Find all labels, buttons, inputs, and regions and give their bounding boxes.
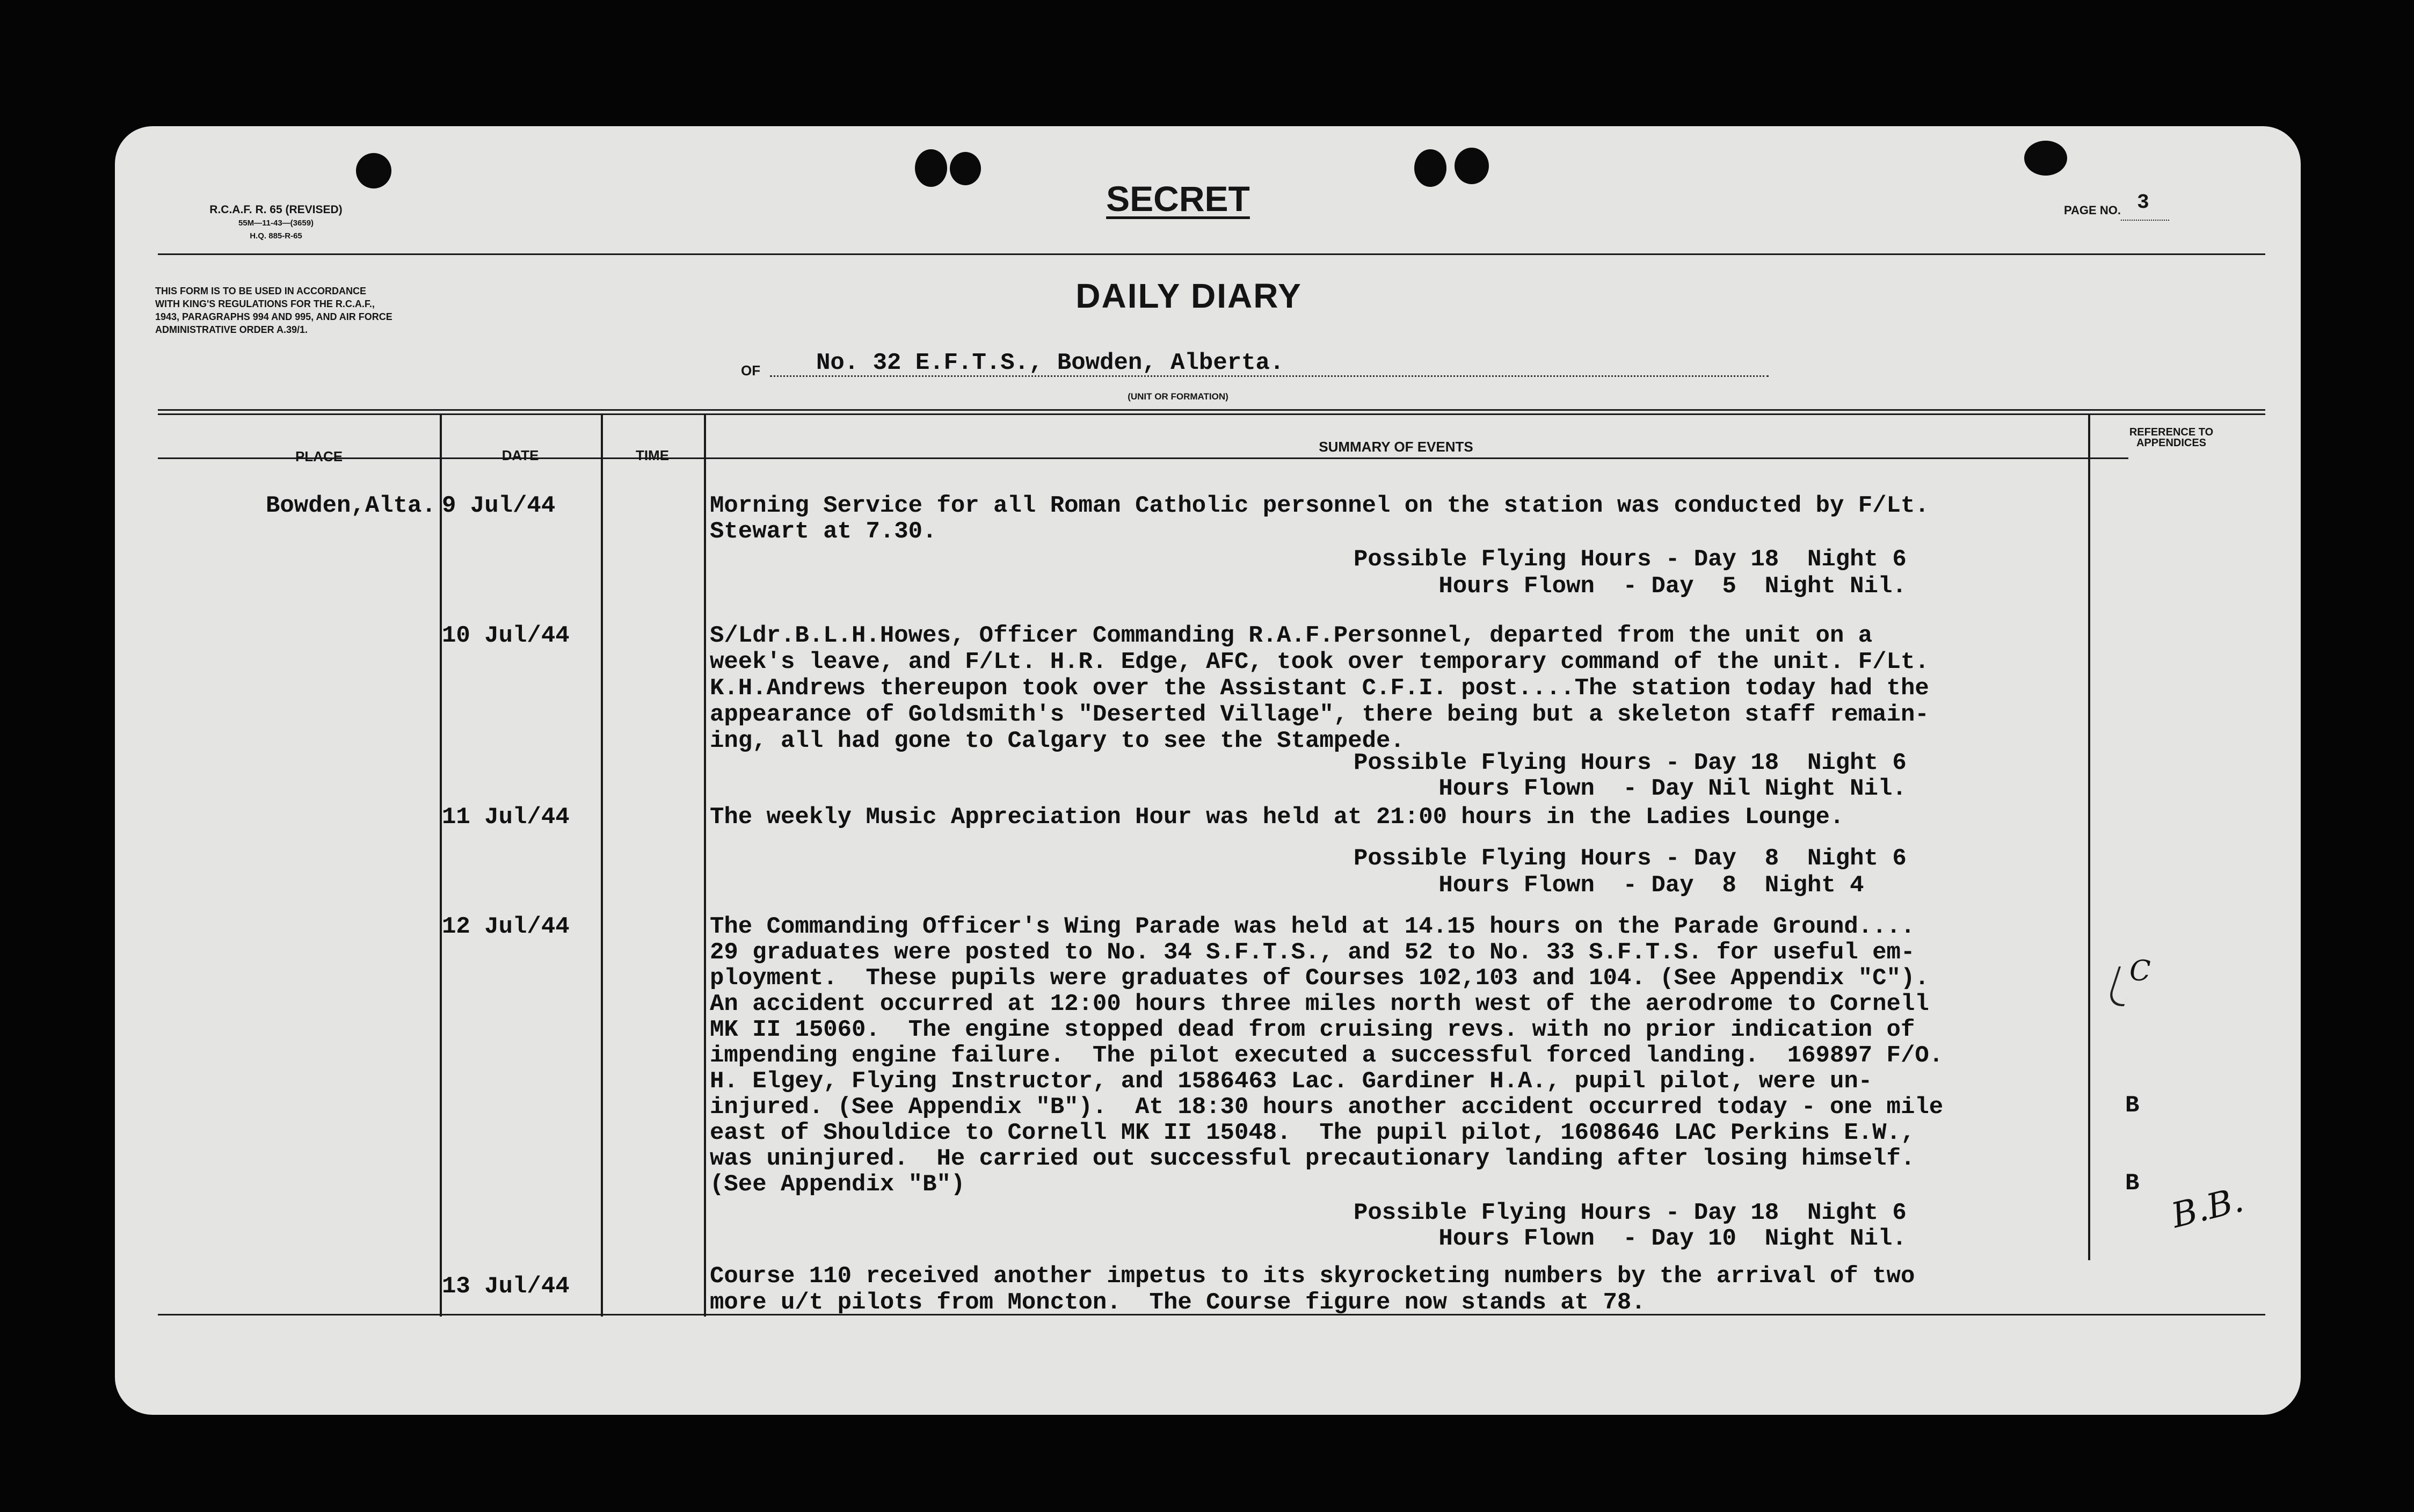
column-divider [2088,415,2090,1260]
summary-line: MK II 15060. The engine stopped dead from cruising revs. with no prior indication of [710,1016,1915,1043]
page-number-label: PAGE NO. [2064,203,2121,217]
flying-hours-line: Possible Flying Hours - Day 18 Night 6 [1354,546,1907,573]
column-header-place: PLACE [295,448,343,464]
form-code-line: 55M—11-43—(3659) [238,219,314,228]
appendix-reference: C [2129,955,2151,987]
handwritten-initials: B.B. [2168,1180,2248,1237]
security-classification: SECRET [1106,179,1250,219]
entry-place: Bowden,Alta. [266,492,436,519]
flying-hours-line: Hours Flown - Day 10 Night Nil. [1354,1225,1907,1252]
punch-hole [1414,149,1446,187]
summary-line: week's leave, and F/Lt. H.R. Edge, AFC, took over temporary command of the unit. F/Lt. [710,649,1929,675]
summary-line: (See Appendix "B") [710,1171,965,1198]
notice-line: ADMINISTRATIVE ORDER A.39/1. [155,324,308,335]
regulation-notice [155,285,392,336]
summary-line: H. Elgey, Flying Instructor, and 1586463 Lac. Gardiner H.A., pupil pilot, were un- [710,1068,1873,1095]
page-number-field [2064,191,2169,221]
flying-hours-line: Possible Flying Hours - Day 18 Night 6 [1354,750,1907,776]
summary-line: more u/t pilots from Moncton. The Course figure now stands at 78. [710,1289,1646,1316]
page-title: DAILY DIARY [1075,277,1302,315]
entry-date: 11 Jul/44 [442,804,570,831]
flying-hours-line: Hours Flown - Day Nil Night Nil. [1354,775,1907,802]
summary-line: The weekly Music Appreciation Hour was held at 21:00 hours in the Ladies Lounge. [710,804,1844,831]
summary-line: injured. (See Appendix "B"). At 18:30 hours another accident occurred today - one mile [710,1094,1944,1121]
reference-header-line: REFERENCE TO [2129,426,2214,438]
column-header-time: TIME [635,447,670,463]
entry-date: 9 Jul/44 [442,492,556,519]
diary-page [115,126,2301,1415]
appendix-reference: B [2125,1092,2140,1119]
column-divider [704,415,706,1317]
appendix-reference: B [2125,1170,2140,1197]
flying-hours-line: Hours Flown - Day 8 Night 4 [1354,872,1864,899]
unit-caption: (UNIT OR FORMATION) [1128,391,1228,402]
column-divider [601,415,603,1317]
summary-line: S/Ldr.B.L.H.Howes, Officer Commanding R.A.F.Personnel, departed from the unit on a [710,622,1873,649]
summary-line: ployment. These pupils were graduates of Courses 102,103 and 104. (See Appendix "C"). [710,965,1929,992]
summary-line: impending engine failure. The pilot executed a successful forced landing. 169897 F/O. [710,1042,1944,1069]
summary-line: east of Shouldice to Cornell MK II 15048. The pupil pilot, 1608646 LAC Perkins E.W., [710,1120,1915,1146]
entry-date: 13 Jul/44 [442,1273,570,1300]
notice-line: WITH KING'S REGULATIONS FOR THE R.C.A.F., [155,299,375,309]
column-divider [440,415,442,1317]
table-top-rule [158,409,2265,411]
summary-line: Morning Service for all Roman Catholic personnel on the station was conducted by F/Lt. [710,492,1929,519]
notice-line: 1943, PARAGRAPHS 994 AND 995, AND AIR FORCE [155,311,392,322]
notice-line: THIS FORM IS TO BE USED IN ACCORDANCE [155,286,367,296]
punch-hole [915,149,947,187]
form-code [169,203,383,243]
column-header-summary: SUMMARY OF EVENTS [1319,439,1473,455]
entry-date: 10 Jul/44 [442,622,570,649]
column-header-date: DATE [501,447,539,463]
flying-hours-line: Possible Flying Hours - Day 8 Night 6 [1354,845,1907,872]
unit-underline [770,375,1769,377]
summary-line: ing, all had gone to Calgary to see the Stampede. [710,728,1405,754]
summary-line: appearance of Goldsmith's "Deserted Village", there being but a skeleton staff remain- [710,701,1929,728]
summary-line: Stewart at 7.30. [710,518,937,545]
form-code-line: H.Q. 885-R-65 [250,231,302,241]
summary-line: The Commanding Officer's Wing Parade was held at 14.15 hours on the Parade Ground.... [710,913,1915,940]
summary-line: Course 110 received another impetus to its skyrocketing numbers by the arrival of two [710,1263,1915,1290]
punch-hole [1455,148,1489,184]
summary-line: was uninjured. He carried out successful precautionary landing after losing himself. [710,1145,1915,1172]
punch-hole [950,152,981,185]
page-number: 3 [2136,191,2149,214]
flying-hours-line: Possible Flying Hours - Day 18 Night 6 [1354,1200,1907,1226]
reference-header-line: APPENDICES [2136,437,2207,449]
punch-hole [356,153,391,188]
summary-line: 29 graduates were posted to No. 34 S.F.T.S., and 52 to No. 33 S.F.T.S. for useful em- [710,939,1915,966]
unit-name: No. 32 E.F.T.S., Bowden, Alberta. [816,350,1284,376]
flying-hours-line: Hours Flown - Day 5 Night Nil. [1354,573,1907,600]
column-header-reference [2091,427,2252,448]
punch-hole [2024,141,2067,176]
table-top-rule-2 [158,413,2265,415]
summary-line: An accident occurred at 12:00 hours three miles north west of the aerodrome to Cornell [710,991,1929,1017]
summary-line: K.H.Andrews thereupon took over the Assistant C.F.I. post....The station today had the [710,675,1929,702]
unit-of-label: OF [741,362,761,379]
form-code-line: R.C.A.F. R. 65 (REVISED) [209,203,343,216]
header-rule [158,253,2265,255]
entry-date: 12 Jul/44 [442,913,570,940]
